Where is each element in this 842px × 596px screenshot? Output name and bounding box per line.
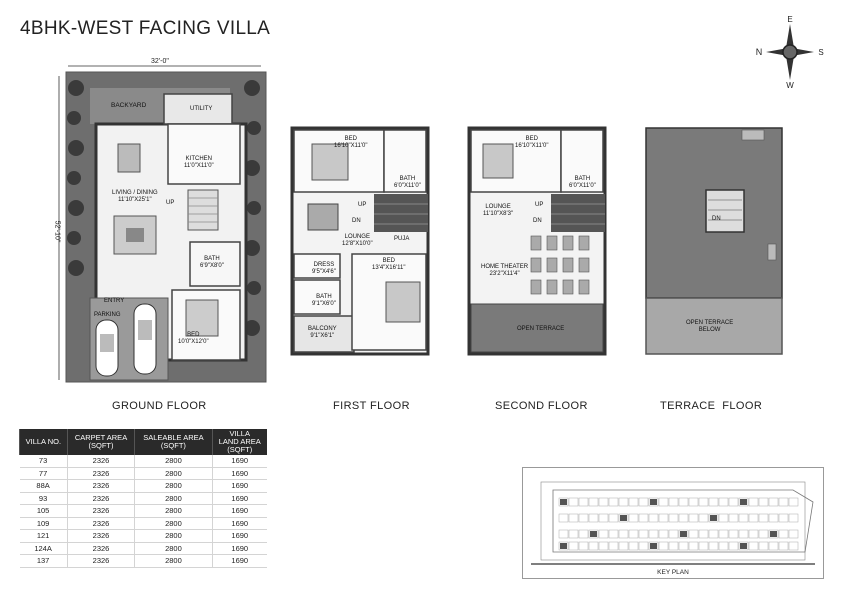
key-plan-plot	[569, 498, 578, 506]
key-plan-highlight	[560, 499, 567, 505]
key-plan-plot	[639, 542, 648, 550]
second-up-label: UP	[535, 202, 544, 208]
terrace-dn-label: DN	[712, 216, 721, 222]
ground-bath-label: BATH 6'9"X8'0"	[200, 256, 224, 269]
key-plan-plot	[689, 514, 698, 522]
key-plan-plot	[739, 530, 748, 538]
key-plan-plot	[569, 542, 578, 550]
key-plan-label: KEY PLAN	[657, 569, 689, 576]
key-plan-plot	[789, 542, 798, 550]
backyard-label: BACKYARD	[111, 102, 147, 109]
ground-depth-dim: 52'-10"	[53, 220, 61, 243]
ground-bed-label: BED 10'0"X12'0"	[178, 332, 209, 345]
key-plan-highlight	[620, 515, 627, 521]
key-plan-highlight	[560, 543, 567, 549]
table-row: 88A 2326 2800 1690	[20, 480, 268, 493]
key-plan-plot	[779, 542, 788, 550]
key-plan-plot	[609, 542, 618, 550]
key-plan-plot	[579, 542, 588, 550]
ground-up-label: UP	[166, 200, 175, 206]
key-plan-highlight	[710, 515, 717, 521]
compass-e: E	[787, 15, 793, 24]
key-plan-plot	[659, 530, 668, 538]
key-plan-plot	[669, 542, 678, 550]
key-plan-plot	[719, 542, 728, 550]
key-plan-plot	[779, 514, 788, 522]
key-plan-plot	[669, 514, 678, 522]
table-row: 105 2326 2800 1690	[20, 505, 268, 518]
key-plan-plot	[639, 530, 648, 538]
table-row: 109 2326 2800 1690	[20, 517, 268, 530]
balcony-label: BALCONY 9'1"X6'1"	[308, 326, 337, 339]
key-plan-plot	[659, 542, 668, 550]
key-plan-highlight	[740, 543, 747, 549]
key-plan-plot	[739, 514, 748, 522]
ground-floor-plan	[53, 58, 271, 386]
key-plan-plot	[629, 542, 638, 550]
first-floor-label: FIRST FLOOR	[333, 400, 410, 412]
key-plan-plot	[729, 514, 738, 522]
ground-floor-label: GROUND FLOOR	[112, 400, 207, 412]
table-header-row	[20, 429, 268, 455]
key-plan-plot	[619, 498, 628, 506]
puja-label: PUJA	[394, 236, 410, 242]
key-plan-plot	[759, 530, 768, 538]
living-label: LIVING / DINING 11'10"X25'1"	[112, 190, 158, 203]
table-row: 93 2326 2800 1690	[20, 492, 268, 505]
key-plan-plot	[719, 514, 728, 522]
key-plan-plot	[589, 542, 598, 550]
table-row: 121 2326 2800 1690	[20, 530, 268, 543]
key-plan-plot	[769, 542, 778, 550]
key-plan-plot	[759, 514, 768, 522]
key-plan-highlight	[680, 531, 687, 537]
key-plan-plot	[759, 542, 768, 550]
second-floor-plan	[467, 124, 612, 356]
compass-n: N	[755, 47, 763, 57]
ground-width-dim: 32'-0"	[151, 58, 169, 65]
key-plan-plot	[629, 514, 638, 522]
key-plan-plot	[639, 498, 648, 506]
first-bath1-label: BATH 6'0"X11'0"	[394, 176, 421, 189]
key-plan-plot	[649, 530, 658, 538]
key-plan-plot	[729, 542, 738, 550]
terrace-floor-label: TERRACE FLOOR	[660, 400, 763, 412]
first-bed2-label: BED 13'4"X16'11"	[372, 258, 406, 271]
key-plan-plot	[729, 530, 738, 538]
key-plan-plot	[679, 514, 688, 522]
key-plan-plot	[769, 514, 778, 522]
key-plan-plot	[689, 542, 698, 550]
second-dn-label: DN	[533, 218, 542, 224]
key-plan-plot	[629, 498, 638, 506]
key-plan-plot	[719, 530, 728, 538]
second-terrace-label: OPEN TERRACE	[517, 326, 565, 332]
key-plan-plot	[599, 498, 608, 506]
key-plan-plot	[769, 498, 778, 506]
table-row: 73 2326 2800 1690	[20, 455, 268, 467]
first-floor-plan	[290, 124, 435, 356]
key-plan-plot	[609, 498, 618, 506]
key-plan-plot	[579, 498, 588, 506]
terrace-floor-plan	[644, 124, 789, 356]
key-plan-plot	[619, 542, 628, 550]
key-plan-plot	[759, 498, 768, 506]
key-plan-plot	[569, 530, 578, 538]
key-plan-plot	[559, 514, 568, 522]
key-plan-plot	[599, 530, 608, 538]
key-plan-plot	[559, 530, 568, 538]
key-plan-plot	[649, 514, 658, 522]
key-plan-plot	[719, 498, 728, 506]
second-bath-label: BATH 6'0"X11'0"	[569, 176, 596, 189]
key-plan-plot	[589, 498, 598, 506]
key-plan-plot	[699, 542, 708, 550]
key-plan-plot	[639, 514, 648, 522]
terrace-open-label: OPEN TERRACE BELOW	[686, 320, 734, 333]
key-plan-plot	[699, 498, 708, 506]
key-plan-plot	[609, 514, 618, 522]
parking-label: PARKING	[94, 312, 121, 318]
col-villa-no: VILLA NO.	[20, 429, 68, 455]
key-plan-plot	[599, 542, 608, 550]
home-theater-label: HOME THEATER 23'2"X11'4"	[481, 264, 529, 277]
key-plan-plot	[689, 530, 698, 538]
key-plan-plot	[729, 498, 738, 506]
key-plan-highlight	[590, 531, 597, 537]
key-plan-plot	[749, 514, 758, 522]
key-plan-highlight	[740, 499, 747, 505]
key-plan	[522, 467, 824, 579]
key-plan-plot	[709, 542, 718, 550]
key-plan-plot	[789, 530, 798, 538]
key-plan-plot	[579, 514, 588, 522]
table-row: 124A 2326 2800 1690	[20, 542, 268, 555]
first-up-label: UP	[358, 202, 367, 208]
compass-icon	[754, 14, 826, 90]
first-bed1-label: BED 16'10"X11'0"	[334, 136, 368, 149]
key-plan-plot	[749, 530, 758, 538]
first-bath2-label: BATH 9'1"X6'0"	[312, 294, 336, 307]
first-dn-label: DN	[352, 218, 361, 224]
key-plan-plot	[679, 498, 688, 506]
key-plan-plot	[619, 530, 628, 538]
key-plan-plot	[659, 498, 668, 506]
col-carpet-area: CARPET AREA (SQFT)	[67, 429, 135, 455]
utility-label: UTILITY	[190, 106, 213, 112]
dress-label: DRESS 9'5"X4'6"	[312, 262, 336, 275]
first-lounge-label: LOUNGE 12'8"X10'0"	[342, 234, 373, 247]
key-plan-plot	[709, 530, 718, 538]
table-row: 137 2326 2800 1690	[20, 555, 268, 568]
key-plan-plot	[779, 530, 788, 538]
second-bed-label: BED 16'10"X11'0"	[515, 136, 549, 149]
key-plan-plot	[679, 542, 688, 550]
col-saleable-area: SALEABLE AREA (SQFT)	[135, 429, 212, 455]
key-plan-highlight	[770, 531, 777, 537]
page-title: 4BHK-WEST FACING VILLA	[20, 18, 271, 39]
table-row: 77 2326 2800 1690	[20, 467, 268, 480]
key-plan-plot	[699, 530, 708, 538]
key-plan-plot	[669, 498, 678, 506]
key-plan-map	[523, 468, 823, 578]
col-land-area: VILLA LAND AREA (SQFT)	[212, 429, 267, 455]
key-plan-plot	[699, 514, 708, 522]
key-plan-plot	[779, 498, 788, 506]
key-plan-plot	[579, 530, 588, 538]
kitchen-label: KITCHEN 11'0"X11'0"	[184, 156, 214, 169]
key-plan-plot	[659, 514, 668, 522]
key-plan-plot	[689, 498, 698, 506]
key-plan-plot	[669, 530, 678, 538]
key-plan-highlight	[650, 499, 657, 505]
key-plan-plot	[599, 514, 608, 522]
second-lounge-label: LOUNGE 11'10"X8'3"	[483, 204, 514, 217]
key-plan-plot	[629, 530, 638, 538]
key-plan-plot	[789, 514, 798, 522]
key-plan-plot	[749, 542, 758, 550]
key-plan-plot	[589, 514, 598, 522]
key-plan-plot	[789, 498, 798, 506]
key-plan-plot	[749, 498, 758, 506]
entry-label: ENTRY	[104, 298, 125, 304]
key-plan-plot	[609, 530, 618, 538]
key-plan-plot	[569, 514, 578, 522]
second-floor-label: SECOND FLOOR	[495, 400, 588, 412]
compass-s: S	[818, 48, 824, 57]
key-plan-plot	[709, 498, 718, 506]
villa-area-table	[19, 429, 267, 568]
compass-w: W	[786, 81, 794, 90]
key-plan-highlight	[650, 543, 657, 549]
